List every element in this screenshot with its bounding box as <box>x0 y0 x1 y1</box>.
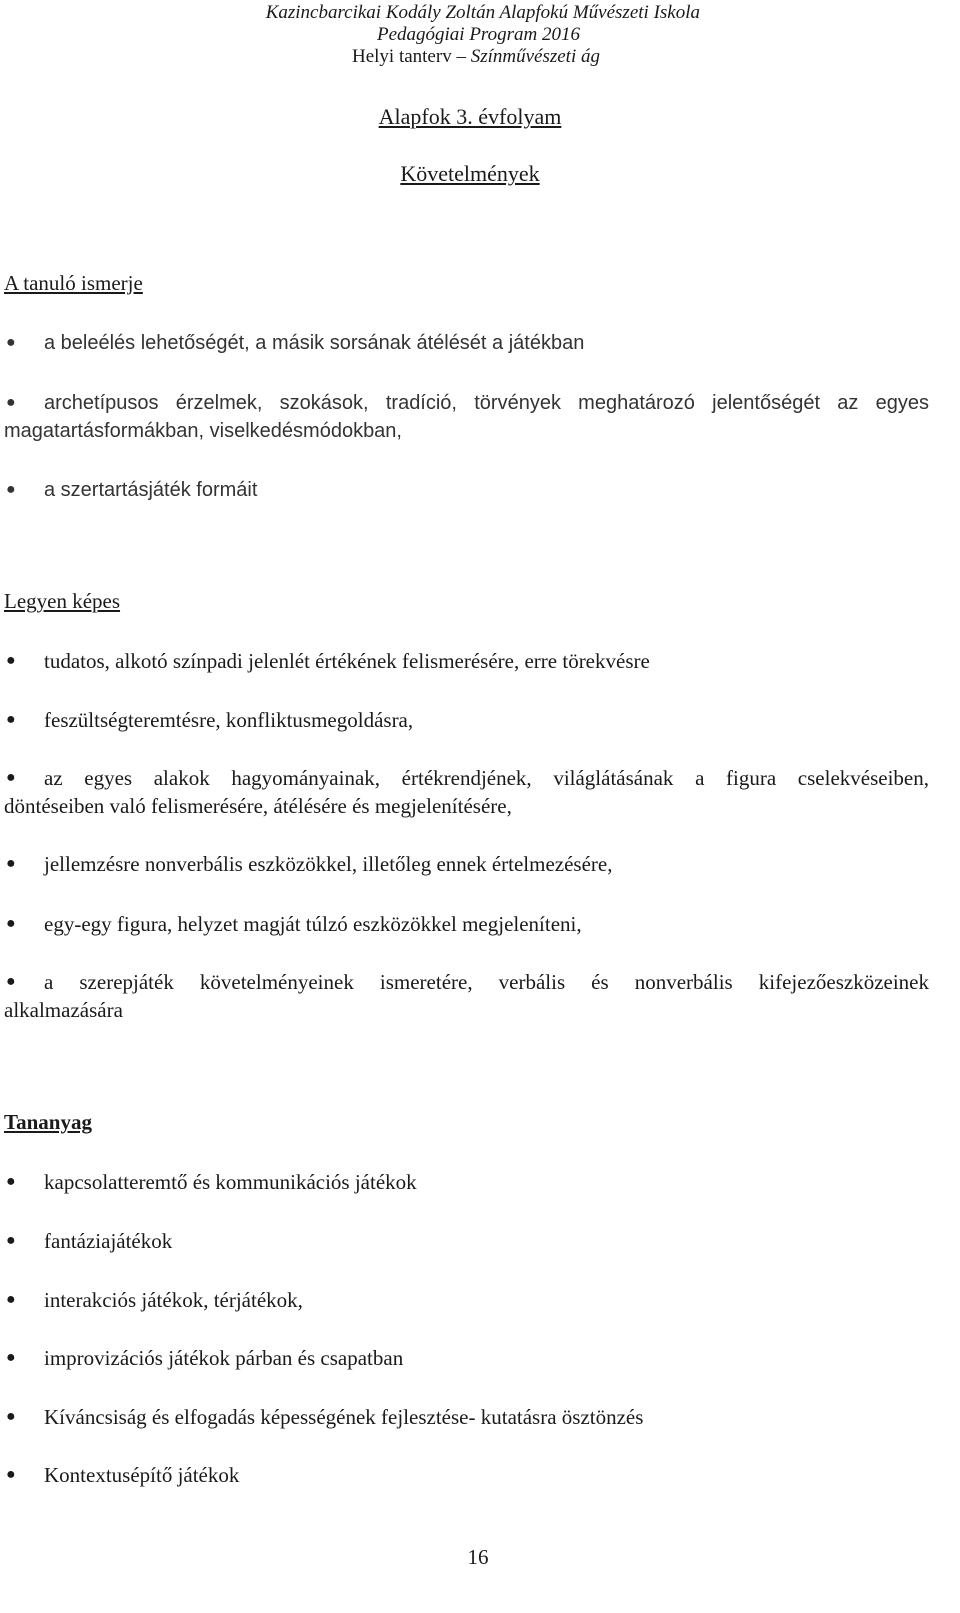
bullet-dot-icon: ● <box>6 973 16 990</box>
list-item <box>4 706 929 734</box>
list-item <box>4 1403 929 1431</box>
header-curriculum-label: Helyi tanterv – <box>351 46 471 67</box>
list-item-text: interakciós játékok, térjátékok, <box>44 1288 303 1312</box>
list-item <box>4 910 929 938</box>
list-item-text: a beleélés lehetőségét, a másik sorsának átélését a játékban <box>44 332 585 354</box>
list-item-text: az egyes alakok hagyományainak, értékrendjének, világlátásának a figura cselekvéseiben, <box>44 766 929 790</box>
list-item-text: kapcsolatteremtő és kommunikációs játékok <box>44 1170 417 1194</box>
list-item-text: fantáziajátékok <box>44 1229 173 1253</box>
list-item <box>4 1227 929 1255</box>
header-program: Pedagógiai Program 2016 <box>376 24 580 45</box>
list-item <box>4 476 929 504</box>
list-item <box>4 968 929 996</box>
list-item-text: alkalmazására <box>4 998 123 1022</box>
section-heading-tananyag: Tananyag <box>4 1110 92 1134</box>
section-heading-kepes: Legyen képes <box>4 589 121 613</box>
list-item-text: a szertartásjáték formáit <box>44 479 258 501</box>
list-item-text: improvizációs játékok párban és csapatban <box>44 1346 404 1370</box>
bullet-dot-icon: ● <box>6 334 16 351</box>
bullet-dot-icon: ● <box>6 1349 16 1366</box>
section-heading-ismerje: A tanuló ismerje <box>4 271 143 295</box>
list-item-text: döntéseiben való felismerésére, átélésére és megjelenítésére, <box>4 794 512 818</box>
list-item-continuation <box>4 996 929 1024</box>
bullet-dot-icon: ● <box>6 1291 16 1308</box>
list-item <box>4 329 929 357</box>
bullet-dot-icon: ● <box>6 1466 16 1483</box>
list-item-text: Kíváncsiság és elfogadás képességének fejlesztése- kutatásra ösztönzés <box>44 1405 644 1429</box>
bullet-dot-icon: ● <box>6 1173 16 1190</box>
header-school-name: Kazincbarcikai Kodály Zoltán Alapfokú Művészeti Iskola <box>265 2 700 23</box>
list-item-text: egy-egy figura, helyzet magját túlzó eszközökkel megjeleníteni, <box>44 912 582 936</box>
list-item <box>4 1168 929 1196</box>
list-item-continuation <box>4 792 929 820</box>
list-item <box>4 764 929 792</box>
bullet-dot-icon: ● <box>6 481 16 498</box>
page-title: Alapfok 3. évfolyam <box>378 104 562 129</box>
bullet-dot-icon: ● <box>6 915 16 932</box>
header-curriculum-branch: Színművészeti ág <box>470 46 600 67</box>
bullet-dot-icon: ● <box>6 711 16 728</box>
list-item-continuation <box>4 417 929 445</box>
list-item-text: archetípusos érzelmek, szokások, tradíció, törvények meghatározó jelentőségét az egyes <box>44 392 929 414</box>
list-item <box>4 1286 929 1314</box>
page-subtitle: Követelmények <box>400 161 540 186</box>
list-item-text: feszültségteremtésre, konfliktusmegoldásra, <box>44 708 414 732</box>
list-item-text: magatartásformákban, viselkedésmódokban, <box>4 420 402 442</box>
list-item <box>4 647 929 675</box>
list-item-text: tudatos, alkotó színpadi jelenlét értékének felismerésére, erre törekvésre <box>44 649 650 673</box>
bullet-dot-icon: ● <box>6 769 16 786</box>
bullet-dot-icon: ● <box>6 855 16 872</box>
list-item <box>4 1461 929 1489</box>
header-curriculum <box>0 46 600 68</box>
list-item <box>4 1344 929 1372</box>
list-item <box>4 389 929 417</box>
bullet-dot-icon: ● <box>6 1408 16 1425</box>
list-item <box>4 850 929 878</box>
bullet-dot-icon: ● <box>6 394 16 411</box>
page-number: 16 <box>467 1545 489 1569</box>
bullet-dot-icon: ● <box>6 652 16 669</box>
list-item-text: jellemzésre nonverbális eszközökkel, illetőleg ennek értelmezésére, <box>44 852 613 876</box>
list-item-text: a szerepjáték követelményeinek ismeretére, verbális és nonverbális kifejezőeszközeinek <box>44 970 929 994</box>
bullet-dot-icon: ● <box>6 1232 16 1249</box>
list-item-text: Kontextusépítő játékok <box>44 1463 240 1487</box>
